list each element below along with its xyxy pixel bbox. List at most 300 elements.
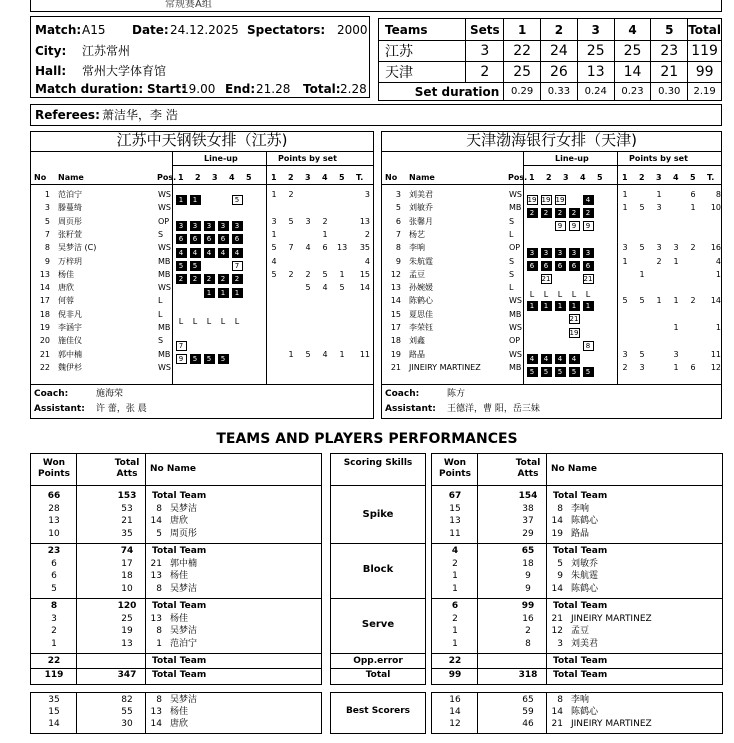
home-player-no: 8 (156, 503, 162, 514)
home-player-set-points: 1 (339, 349, 345, 359)
home-total-name: Total Team (152, 670, 207, 680)
home-best-player-name: 吴梦洁 (170, 695, 198, 705)
skill-divider (431, 543, 723, 544)
home-player-no: 3 (44, 203, 50, 213)
lineup-starter-box: 6 (204, 234, 215, 244)
lineup-starter-box: 2 (555, 208, 566, 218)
header-title: 常规赛A组 (165, 0, 212, 10)
best-col-line (145, 692, 146, 734)
home-player-pos: S (158, 229, 164, 239)
city-label: City: (35, 44, 67, 58)
away-player-set-points: 1 (622, 256, 628, 266)
away-points-set-header: 4 (673, 173, 679, 182)
opp-divider (30, 653, 322, 654)
home-player-no: 5 (156, 528, 162, 539)
away-best-player-no: 21 (551, 719, 563, 729)
lineup-starter-box: 1 (541, 301, 552, 311)
home-lineup-set-header: 3 (212, 173, 218, 182)
score-total: 119 (688, 41, 722, 62)
match-label: Match: (35, 23, 82, 37)
home-player-set-points: 4 (271, 256, 277, 266)
score-sets: 3 (466, 41, 504, 62)
skill-divider (431, 598, 723, 599)
away-player-no: 14 (551, 516, 563, 526)
skill-label: Serve (361, 619, 395, 630)
lineup-starter-box: 6 (583, 261, 594, 271)
date-value: 24.12.2025 (170, 23, 239, 37)
away-player-name: Total Team (553, 546, 608, 556)
away-player-total: 14 (710, 296, 721, 306)
away-player-no: 3 (557, 638, 563, 649)
away-player-no: 18 (390, 336, 401, 346)
home-player-name: 倪非凡 (58, 309, 82, 319)
away-player-set-points: 2 (656, 256, 662, 266)
away-player-name: 李响 (571, 503, 590, 514)
best-scorers-label: Best Scorers (345, 706, 411, 716)
home-player-pos: MB (158, 323, 171, 332)
total-label: Total (365, 670, 391, 680)
home-perf-col-line (145, 453, 146, 685)
home-won-points: 6 (51, 571, 57, 581)
home-best-total-atts: 82 (121, 695, 133, 705)
home-player-pos: MB (158, 256, 171, 266)
away-player-name: Total Team (553, 601, 608, 611)
opp-divider (330, 653, 426, 654)
lineup-starter-box: 3 (218, 221, 229, 231)
lineup-starter-box: 3 (232, 221, 243, 231)
score-table (378, 18, 722, 101)
away-player-set-points: 5 (639, 296, 645, 306)
lineup-slot: L (557, 290, 563, 300)
lineup-starter-box: 3 (176, 221, 187, 231)
away-total-atts: 8 (525, 638, 531, 649)
score-set-3: 25 (577, 41, 614, 62)
away-player-name: 路晶 (571, 528, 590, 539)
home-player-name: 吴梦洁 (170, 503, 198, 514)
away-player-set-points: 6 (690, 362, 696, 372)
away-player-set-points: 5 (622, 296, 628, 306)
away-total-atts: 2 (525, 626, 531, 636)
lineup-sub-box: 19 (569, 328, 579, 337)
away-total-atts: 99 (521, 601, 535, 611)
away-player-pos: OP (509, 243, 521, 253)
lineup-sub-box: 19 (541, 195, 551, 204)
home-total-atts: 21 (121, 516, 133, 526)
away-best-won-points: 16 (449, 695, 461, 705)
home-player-no: 14 (150, 516, 162, 526)
away-won-points: 6 (451, 601, 459, 611)
home-player-set-points: 3 (271, 216, 277, 226)
away-assistant-label: Assistant: (385, 404, 436, 414)
away-player-pos: WS (509, 349, 522, 359)
lineup-starter-box: 6 (527, 261, 538, 271)
home-player-total: 13 (359, 216, 370, 226)
home-total-atts: 13 (121, 638, 133, 649)
away-player-set-points: 3 (622, 243, 628, 253)
home-player-set-points: 13 (337, 243, 348, 253)
lineup-starter-box: 6 (190, 234, 201, 244)
lineup-starter-box: 1 (527, 301, 538, 311)
set-duration: 0.30 (651, 83, 688, 101)
lineup-slot: L (178, 316, 184, 326)
home-best-won-points: 15 (48, 707, 60, 717)
score-header: 5 (651, 19, 688, 41)
home-won-header: Won Points (38, 458, 70, 479)
best-col-line (546, 692, 547, 734)
home-player-no: 7 (44, 229, 50, 239)
away-player-name: 刘美君 (409, 190, 433, 199)
away-player-set-points: 1 (673, 323, 679, 332)
away-player-name: JINEIRY MARTINEZ (409, 362, 481, 372)
home-opp-error-name: Total Team (152, 656, 207, 666)
away-perf-col-line (477, 453, 478, 685)
performance-box (30, 453, 322, 685)
lineup-starter-box: 6 (232, 234, 243, 244)
home-divider (266, 151, 267, 384)
home-player-name: 郭中楠 (170, 558, 198, 569)
lineup-starter-box: 1 (232, 288, 243, 298)
home-total-atts: 53 (121, 503, 133, 514)
lineup-slot: L (234, 316, 240, 326)
home-player-name: 杨佳 (170, 571, 189, 581)
lineup-sub-box: 5 (232, 195, 243, 205)
away-player-name: 孟豆 (571, 626, 590, 636)
away-player-set-points: 3 (673, 243, 679, 253)
away-won-points: 1 (452, 571, 458, 581)
away-total-atts: 29 (522, 528, 534, 539)
home-won-points: 2 (51, 626, 57, 636)
score-set-5: 21 (651, 62, 688, 83)
home-won-points: 10 (48, 528, 60, 539)
home-player-pos: WS (158, 362, 171, 372)
away-opp-error-name: Total Team (553, 656, 608, 666)
home-player-no: 8 (156, 626, 162, 636)
away-no-name-header: No Name (551, 464, 597, 474)
home-player-set-points: 6 (322, 243, 328, 253)
away-player-no: 9 (557, 571, 563, 581)
match-value: A15 (82, 23, 106, 37)
away-best-player-name: JINEIRY MARTINEZ (571, 719, 652, 729)
home-player-no: 1 (44, 190, 50, 199)
lineup-starter-box: 3 (527, 248, 538, 258)
home-best-total-atts: 30 (121, 719, 133, 729)
home-won-points: 28 (48, 503, 60, 514)
home-lineup-set-header: 4 (229, 173, 235, 182)
away-player-name: 陈鹤心 (409, 296, 433, 306)
score-header: 3 (577, 19, 614, 41)
away-player-set-points: 1 (673, 362, 679, 372)
home-points-set-header: 2 (288, 173, 294, 182)
home-team-name: 江苏中天钢铁女排（江苏) (116, 131, 288, 149)
performances-title: TEAMS AND PLAYERS PERFORMANCES (216, 431, 518, 447)
home-divider (30, 184, 374, 185)
home-player-total: 4 (364, 256, 370, 266)
away-total-atts: 38 (522, 503, 534, 514)
away-lineup-set-header: 2 (546, 173, 552, 182)
away-won-points: 1 (452, 638, 458, 649)
home-total-won: 119 (44, 670, 64, 680)
skill-label: Block (362, 564, 394, 575)
home-player-name: 杨佳 (170, 613, 189, 624)
away-player-total: 16 (710, 243, 721, 253)
score-header: Sets (466, 19, 504, 41)
home-player-total: 15 (359, 269, 370, 279)
score-team: 江苏 (379, 41, 466, 62)
score-header: 4 (614, 19, 651, 41)
home-name-header: Name (58, 173, 84, 182)
lineup-starter-box: 5 (176, 261, 187, 271)
away-best-total-atts: 65 (522, 695, 534, 705)
away-points-header: Points by set (629, 154, 688, 163)
away-won-points: 2 (452, 613, 458, 624)
home-player-name: 施佳仪 (58, 336, 82, 346)
away-best-player-name: 李响 (571, 695, 590, 705)
score-row-away (379, 62, 722, 83)
best-col-line (477, 692, 478, 734)
away-player-no: 6 (395, 216, 401, 226)
total-label: Total: (303, 82, 341, 96)
opp-error-label: Opp.error (353, 656, 403, 666)
home-total-atts: 74 (120, 546, 134, 556)
home-player-total: 14 (359, 283, 370, 293)
away-total-name: Total Team (553, 670, 608, 680)
lineup-starter-box: 1 (190, 195, 201, 205)
home-points-set-header: 5 (339, 173, 345, 182)
away-points-set-header: 3 (656, 173, 662, 182)
home-best-won-points: 14 (48, 719, 60, 729)
away-player-set-points: 5 (639, 243, 645, 253)
away-total-atts: 37 (522, 516, 534, 526)
home-lineup-set-header: 2 (195, 173, 201, 182)
lineup-slot: L (571, 290, 577, 300)
away-best-player-no: 8 (557, 695, 563, 705)
home-player-no: 14 (39, 283, 50, 293)
lineup-starter-box: 1 (204, 288, 215, 298)
score-total: 99 (688, 62, 722, 83)
lineup-sub-box: 7 (232, 261, 243, 271)
score-set-1: 22 (504, 41, 541, 62)
home-points-set-header: 3 (305, 173, 311, 182)
away-player-name: 张馨月 (409, 216, 433, 226)
away-player-name: 陈鹤心 (571, 583, 599, 594)
home-player-name: 李涵宇 (58, 323, 82, 332)
score-set-4: 25 (614, 41, 651, 62)
away-player-name: 刘敏乔 (409, 203, 433, 213)
away-pos-header: Pos. (508, 173, 528, 182)
home-player-name: 何蓉 (58, 296, 74, 306)
home-player-set-points: 1 (339, 269, 345, 279)
away-player-no: 15 (390, 309, 401, 319)
away-player-name: 朱航霆 (409, 256, 433, 266)
lineup-slot: L (192, 316, 198, 326)
home-points-set-header: 1 (271, 173, 277, 182)
away-divider (381, 184, 722, 185)
away-total-atts: 318 (518, 670, 538, 680)
home-no-name-header: No Name (150, 464, 196, 474)
away-won-points: 4 (451, 546, 459, 556)
lineup-starter-box: 4 (527, 354, 538, 364)
lineup-starter-box: 5 (527, 367, 538, 377)
home-player-lineup (174, 362, 244, 381)
away-player-pos: WS (509, 296, 522, 306)
home-player-pos: WS (158, 203, 171, 213)
lineup-starter-box: 2 (190, 274, 201, 284)
home-divider (30, 384, 374, 385)
away-won-points: 1 (452, 583, 458, 594)
home-player-no: 8 (44, 243, 50, 253)
home-player-pos: WS (158, 283, 171, 293)
lineup-sub-box: 9 (569, 221, 580, 231)
away-best-won-points: 14 (449, 707, 461, 717)
away-player-name: 刘美君 (571, 638, 599, 649)
lineup-starter-box: 5 (190, 354, 201, 364)
away-player-name: 孟豆 (409, 269, 425, 279)
score-set-4: 14 (614, 62, 651, 83)
away-coach-value: 陈方 (447, 389, 466, 399)
home-won-points: 8 (50, 601, 58, 611)
home-player-set-points: 2 (288, 190, 294, 199)
away-won-points: 13 (449, 516, 461, 526)
lineup-starter-box: 5 (204, 354, 215, 364)
home-total-atts: 17 (121, 558, 133, 569)
away-player-set-points: 1 (656, 190, 662, 199)
home-player-name: 杨佳 (58, 269, 74, 279)
lineup-starter-box: 4 (541, 354, 552, 364)
lineup-sub-box: 9 (176, 354, 187, 364)
away-divider (617, 151, 618, 384)
home-total-atts: 153 (117, 491, 137, 501)
away-best-player-no: 14 (551, 707, 563, 717)
home-best-player-name: 杨佳 (170, 707, 189, 717)
lineup-starter-box: 1 (218, 288, 229, 298)
away-player-no: 21 (551, 613, 563, 624)
lineup-starter-box: 2 (583, 208, 594, 218)
skill-divider (30, 598, 322, 599)
home-player-set-points: 2 (288, 269, 294, 279)
away-player-no: 19 (551, 528, 563, 539)
home-total-atts: 19 (121, 626, 133, 636)
away-t-header: T. (707, 173, 715, 182)
home-player-total: 11 (359, 349, 370, 359)
away-total-won: 99 (448, 670, 462, 680)
away-player-pos: S (509, 269, 515, 279)
away-name-header: Name (409, 173, 435, 182)
away-player-no: 8 (395, 243, 401, 253)
home-best-player-no: 14 (150, 719, 162, 729)
home-player-no: 8 (156, 583, 162, 594)
away-player-name: 刘敏乔 (571, 558, 599, 569)
lineup-starter-box: 5 (190, 261, 201, 271)
away-total-atts: 154 (518, 491, 538, 501)
lineup-starter-box: 4 (218, 248, 229, 258)
home-player-total: 3 (364, 190, 370, 199)
home-lineup-set-header: 1 (178, 173, 184, 182)
lineup-starter-box: 2 (176, 274, 187, 284)
lineup-slot: L (585, 290, 591, 300)
away-player-total: 12 (710, 362, 721, 372)
score-set-1: 25 (504, 62, 541, 83)
lineup-starter-box: 2 (204, 274, 215, 284)
lineup-starter-box: 6 (555, 261, 566, 271)
away-won-header: Won Points (439, 458, 471, 479)
opp-divider (431, 653, 723, 654)
lineup-starter-box: 4 (204, 248, 215, 258)
home-player-pos: L (158, 309, 163, 319)
home-player-set-points: 5 (322, 269, 328, 279)
score-sets: 2 (466, 62, 504, 83)
away-player-set-points: 1 (622, 190, 628, 199)
home-player-total: 35 (359, 243, 370, 253)
referees-value: 萧洁华，李 浩 (102, 108, 178, 122)
away-lineup-set-header: 3 (563, 173, 569, 182)
away-lineup-set-header: 4 (580, 173, 586, 182)
home-player-name: 吴梦洁 (C) (58, 243, 97, 253)
home-total-atts: 10 (121, 583, 133, 594)
home-player-set-points: 3 (305, 216, 311, 226)
away-player-total: 10 (710, 203, 721, 213)
away-points-set-header: 1 (622, 173, 628, 182)
home-assistant-value: 许 蕾，张 晨 (96, 404, 147, 414)
skills-header-line (330, 485, 426, 486)
home-won-points: 5 (51, 583, 57, 594)
skills-header: Scoring Skills (343, 458, 413, 468)
away-player-no: 13 (390, 283, 401, 293)
home-points-header: Points by set (278, 154, 337, 163)
lineup-starter-box: 4 (569, 354, 580, 364)
lineup-starter-box: 3 (190, 221, 201, 231)
home-player-set-points: 1 (271, 190, 277, 199)
home-player-set-points: 1 (271, 229, 277, 239)
city-value: 江苏常州 (82, 44, 131, 58)
away-player-set-points: 1 (656, 296, 662, 306)
home-player-set-points: 5 (305, 349, 311, 359)
lineup-starter-box: 3 (541, 248, 552, 258)
home-player-no: 21 (150, 558, 162, 569)
home-total-atts: 347 (117, 670, 137, 680)
home-best-player-no: 13 (150, 707, 162, 717)
home-player-name: 唐欣 (170, 516, 189, 526)
away-won-points: 67 (448, 491, 462, 501)
lineup-starter-box: 3 (569, 248, 580, 258)
header-strip (30, 0, 722, 12)
home-player-set-points: 5 (339, 283, 345, 293)
home-player-name: 郭中楠 (58, 349, 82, 359)
set-duration: 0.29 (504, 83, 541, 101)
away-player-pos: WS (509, 323, 522, 332)
home-t-header: T. (356, 173, 364, 182)
away-player-pos: WS (509, 190, 522, 199)
home-player-name: 万梓玥 (58, 256, 82, 266)
away-total-atts: 16 (522, 613, 534, 624)
skill-label: Spike (362, 509, 394, 520)
set-duration: 0.33 (541, 83, 578, 101)
home-player-no: 13 (150, 571, 162, 581)
away-points-set-header: 2 (639, 173, 645, 182)
lineup-starter-box: 3 (555, 248, 566, 258)
home-divider (172, 165, 374, 166)
away-best-won-points: 12 (449, 719, 461, 729)
away-no-header: No (385, 173, 398, 182)
referees-label: Referees: (35, 108, 100, 122)
away-best-total-atts: 59 (522, 707, 534, 717)
lineup-sub-box: 9 (583, 221, 594, 231)
away-total-atts: 18 (522, 558, 534, 569)
score-set-2: 24 (541, 41, 578, 62)
skill-divider (330, 543, 426, 544)
home-player-set-points: 5 (271, 243, 277, 253)
home-player-set-points: 5 (305, 283, 311, 293)
home-player-name: Total Team (152, 601, 207, 611)
